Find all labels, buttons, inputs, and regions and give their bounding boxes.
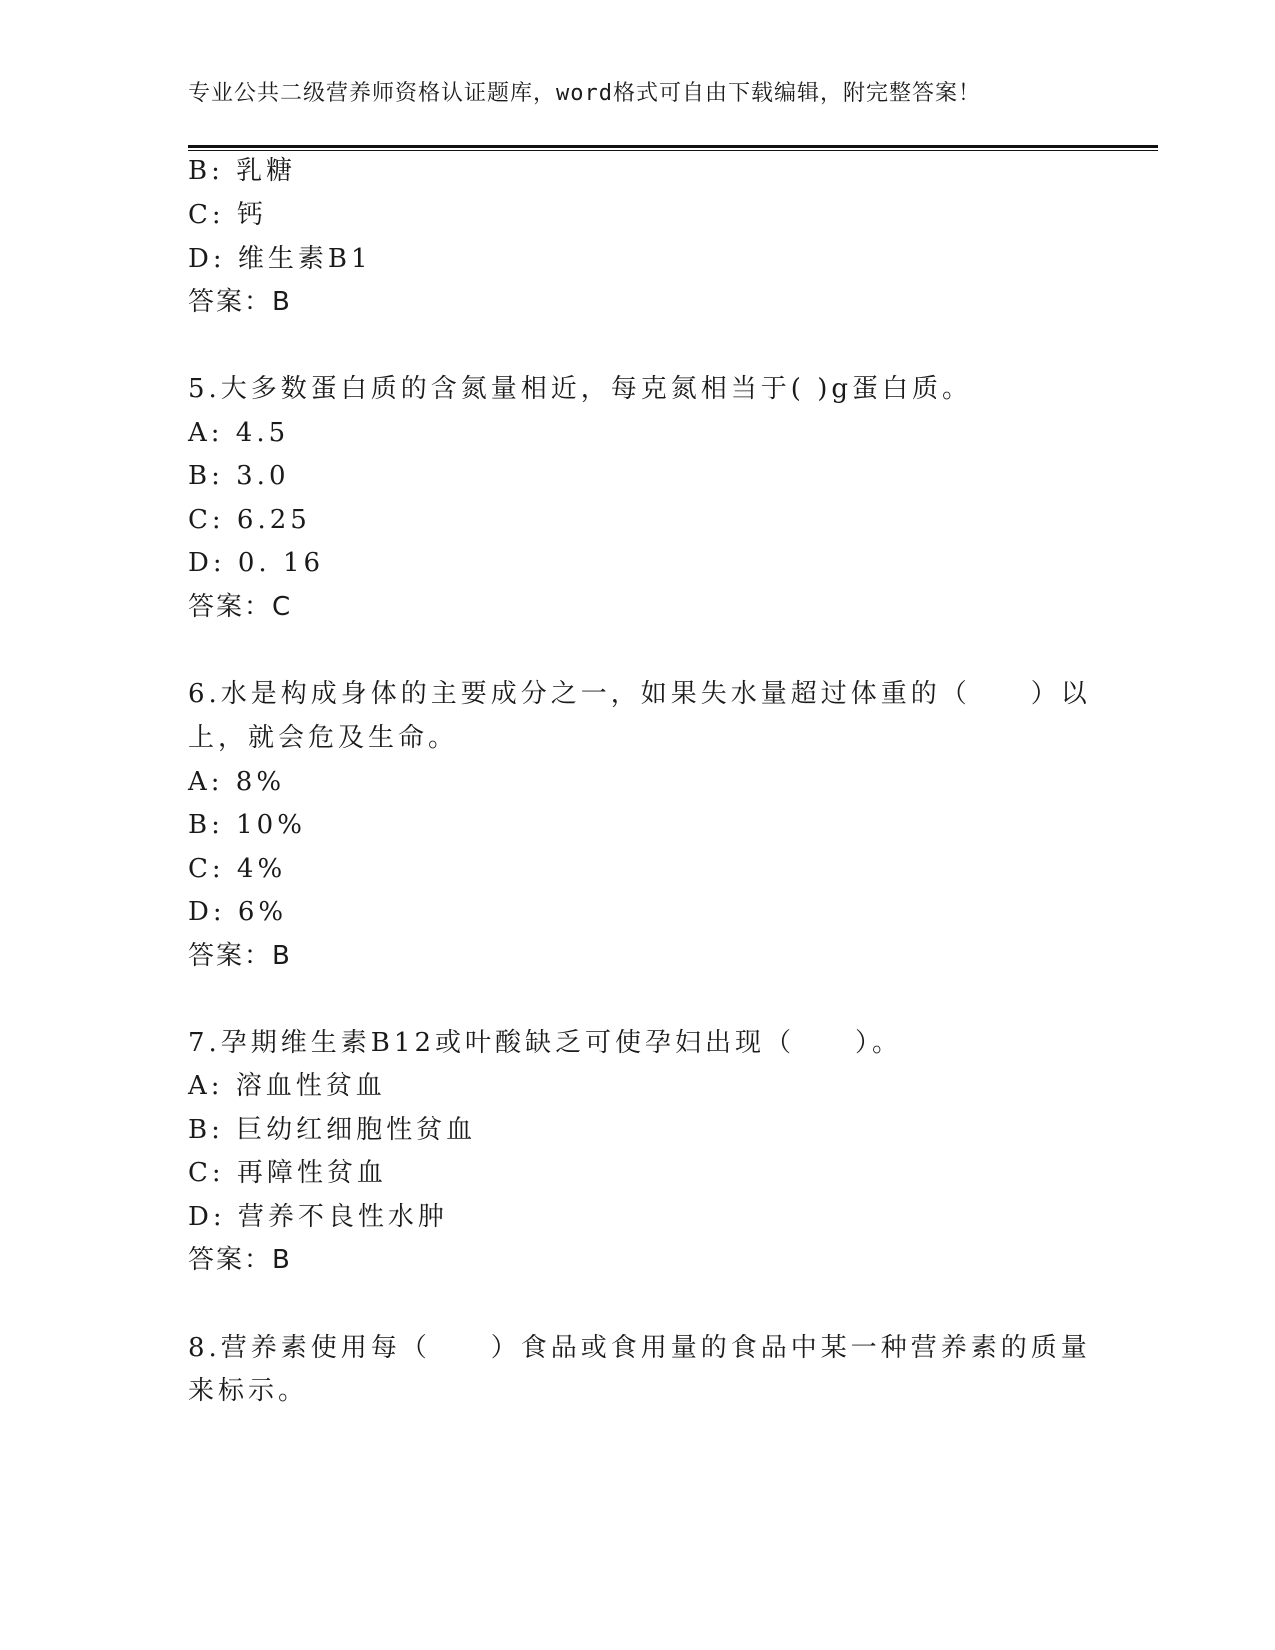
question-stem: 6.水是构成身体的主要成分之一，如果失水量超过体重的（ ）以 — [188, 679, 1091, 709]
option-line: D: 维生素B1 — [188, 244, 372, 274]
question-stem: 7.孕期维生素B12或叶酸缺乏可使孕妇出现（ ）。 — [188, 1028, 902, 1058]
question-stem: 5.大多数蛋白质的含氮量相近，每克氮相当于( )g蛋白质。 — [188, 374, 973, 404]
option-line: B: 3.0 — [188, 461, 290, 491]
option-line: A: 溶血性贫血 — [188, 1071, 386, 1101]
option-line: C: 钙 — [188, 200, 267, 230]
answer-line: 答案：B — [188, 941, 292, 971]
option-line: A: 4.5 — [188, 418, 290, 448]
answer-line: 答案：B — [188, 287, 292, 317]
answer-line: 答案：C — [188, 592, 293, 622]
option-line: C: 4% — [188, 854, 287, 884]
option-line: D: 6% — [188, 897, 288, 927]
option-line: C: 6.25 — [188, 505, 311, 535]
option-line: D: 0. 16 — [188, 548, 325, 578]
option-line: C: 再障性贫血 — [188, 1158, 387, 1188]
option-line: D: 营养不良性水肿 — [188, 1202, 448, 1232]
page-header-title: 专业公共二级营养师资格认证题库，word格式可自由下载编辑，附完整答案！ — [188, 81, 981, 106]
question-stem: 来标示。 — [188, 1376, 309, 1406]
option-line: A: 8% — [188, 767, 286, 797]
header-divider — [188, 145, 1158, 151]
option-line: B: 乳糖 — [188, 156, 297, 186]
question-stem: 8.营养素使用每（ ）食品或食用量的食品中某一种营养素的质量 — [188, 1333, 1091, 1363]
question-stem: 上，就会危及生命。 — [188, 723, 459, 753]
option-line: B: 巨幼红细胞性贫血 — [188, 1115, 477, 1145]
option-line: B: 10% — [188, 810, 306, 840]
answer-line: 答案：B — [188, 1245, 292, 1275]
